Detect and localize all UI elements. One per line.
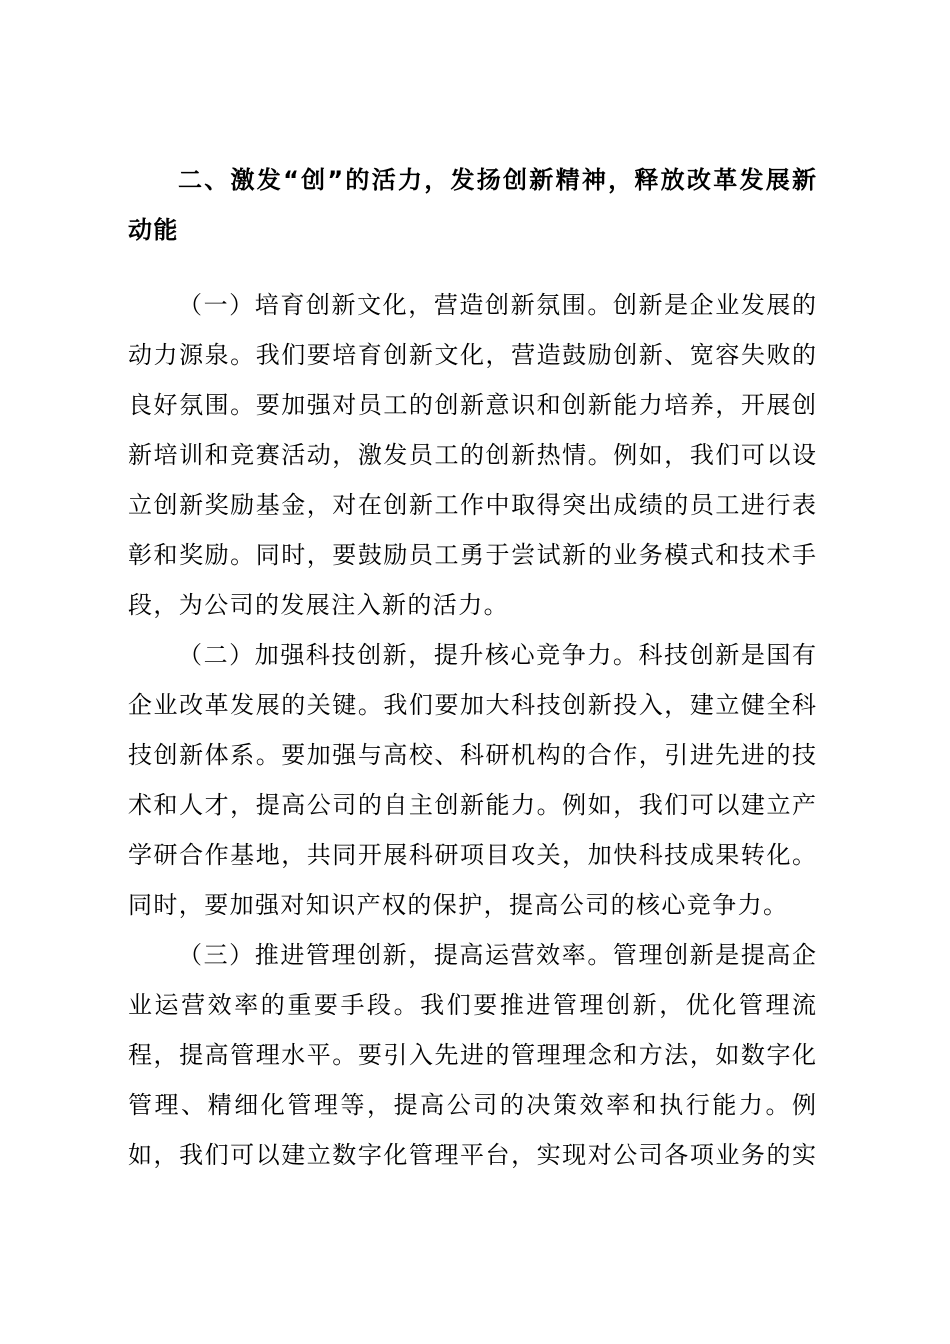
document-page (128, 155, 816, 1180)
text-line: 术和人才，提高公司的自主创新能力。例如，我们可以建立产 (128, 791, 816, 819)
text-line: 立创新奖励基金，对在创新工作中取得突出成绩的员工进行表 (128, 491, 816, 519)
paragraph-3 (128, 930, 816, 1180)
text-line: 技创新体系。要加强与高校、科研机构的合作，引进先进的技 (128, 741, 816, 769)
heading-line: 动能 (128, 216, 179, 244)
text-line: 良好氛围。要加强对员工的创新意识和创新能力培养，开展创 (128, 391, 816, 419)
text-line: 动力源泉。我们要培育创新文化，营造鼓励创新、宽容失败的 (128, 341, 816, 369)
text-line: 管理、精细化管理等，提高公司的决策效率和执行能力。例 (128, 1091, 816, 1119)
text-line: 如，我们可以建立数字化管理平台，实现对公司各项业务的实 (128, 1141, 816, 1169)
section-heading (128, 155, 816, 255)
text-line: （二）加强科技创新，提升核心竞争力。科技创新是国有 (178, 641, 816, 669)
heading-line: 二、激发“创”的活力，发扬创新精神，释放改革发展新 (178, 166, 816, 194)
paragraph-2 (128, 630, 816, 930)
text-line: 学研合作基地，共同开展科研项目攻关，加快科技成果转化。 (128, 841, 816, 869)
text-line: 业运营效率的重要手段。我们要推进管理创新，优化管理流 (128, 991, 816, 1019)
text-line: （一）培育创新文化，营造创新氛围。创新是企业发展的 (178, 291, 816, 319)
text-line: （三）推进管理创新，提高运营效率。管理创新是提高企 (178, 941, 816, 969)
text-line: 段，为公司的发展注入新的活力。 (128, 591, 509, 619)
text-line: 新培训和竞赛活动，激发员工的创新热情。例如，我们可以设 (128, 441, 816, 469)
text-line: 程，提高管理水平。要引入先进的管理理念和方法，如数字化 (128, 1041, 816, 1069)
text-line: 同时，要加强对知识产权的保护，提高公司的核心竞争力。 (128, 891, 789, 919)
paragraph-1 (128, 280, 816, 630)
text-line: 企业改革发展的关键。我们要加大科技创新投入，建立健全科 (128, 691, 816, 719)
text-line: 彰和奖励。同时，要鼓励员工勇于尝试新的业务模式和技术手 (128, 541, 816, 569)
